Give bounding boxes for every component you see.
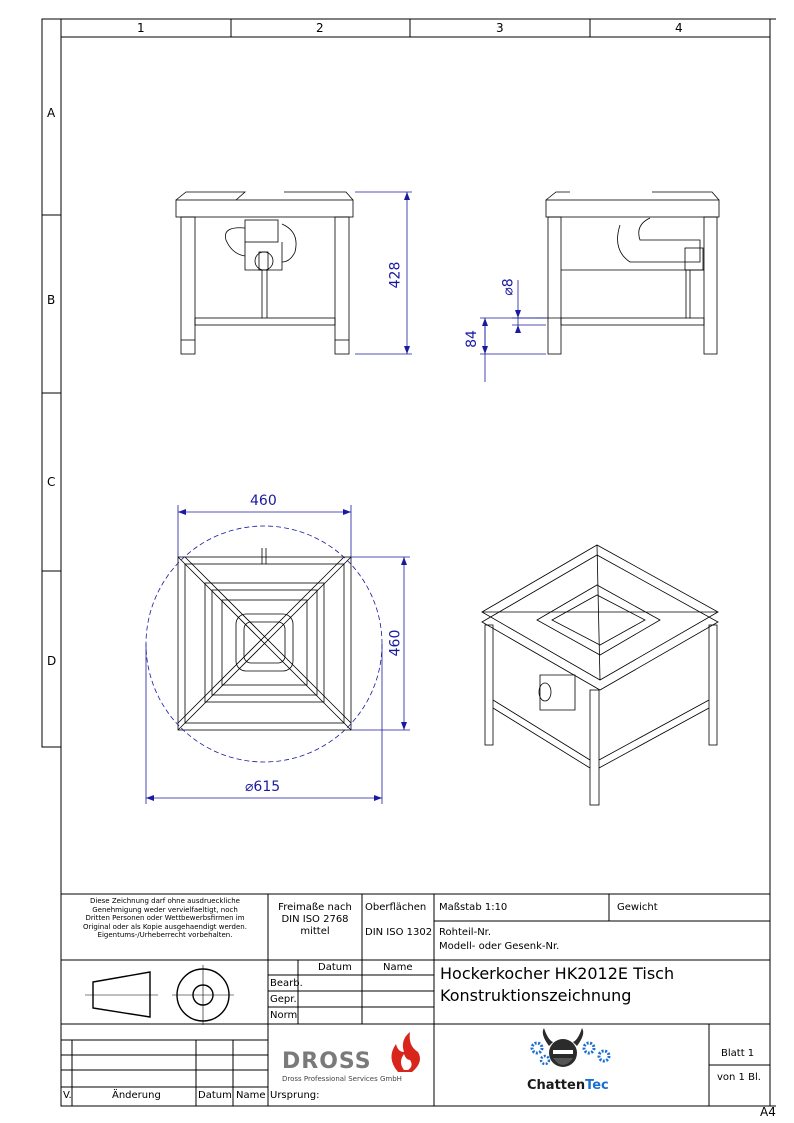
chattentec-logo: ChattenTec bbox=[527, 1078, 609, 1093]
drawing-title: Hockerkocher HK2012E Tisch bbox=[440, 964, 675, 983]
raw-part-field: Rohteil-Nr. bbox=[439, 927, 492, 938]
front-view bbox=[176, 192, 353, 354]
dimension-arrows bbox=[146, 192, 521, 801]
side-view bbox=[535, 192, 719, 354]
gepr-label: Gepr. bbox=[270, 994, 297, 1005]
name-header: Name bbox=[383, 962, 413, 973]
surfaces-value: DIN ISO 1302 bbox=[365, 927, 433, 938]
dim-width-top: 460 bbox=[250, 493, 277, 509]
revision-name-label: Name bbox=[236, 1090, 266, 1101]
model-field: Modell- oder Gesenk-Nr. bbox=[439, 941, 560, 952]
dim-diameter: ⌀615 bbox=[245, 779, 281, 795]
column-label-2: 2 bbox=[316, 21, 324, 35]
iso-view bbox=[482, 545, 718, 805]
bearb-label: Bearb. bbox=[270, 978, 303, 989]
row-strip bbox=[42, 19, 61, 747]
top-view bbox=[178, 548, 351, 730]
sheet-total: von 1 Bl. bbox=[717, 1072, 761, 1083]
row-label-b: B bbox=[47, 293, 56, 307]
dross-logo: DROSS bbox=[282, 1049, 372, 1074]
projection-symbol-icon bbox=[85, 965, 234, 1025]
scale-field: Maßstab 1:10 bbox=[439, 902, 508, 913]
copyright-notice: Diese Zeichnung darf ohne ausdrueckliche Genehmigung weder vervielfaeltigt, noch Dritten Personen oder Wettbewerbsfirmen im Original oder als Kopie ausgehaendigt werden. Eigentums-/Urheberrecht vorbehalten. bbox=[83, 897, 247, 939]
row-label-c: C bbox=[47, 475, 56, 489]
sheet-format: A4 bbox=[760, 1105, 776, 1119]
flame-icon bbox=[391, 1032, 420, 1072]
row-label-d: D bbox=[47, 654, 57, 668]
revision-date-label: Datum bbox=[198, 1090, 232, 1101]
dross-subtitle: Dross Professional Services GmbH bbox=[282, 1075, 402, 1083]
surfaces-label: Oberflächen bbox=[365, 902, 427, 913]
weight-field: Gewicht bbox=[617, 902, 658, 913]
dimension-lines bbox=[146, 192, 546, 804]
column-label-1: 1 bbox=[137, 21, 145, 35]
tolerance-note: Freimaße nach DIN ISO 2768 mittel bbox=[278, 902, 352, 937]
drawing-subtitle: Konstruktionszeichnung bbox=[440, 986, 632, 1005]
row-label-a: A bbox=[47, 106, 56, 120]
origin-label: Ursprung: bbox=[270, 1090, 320, 1101]
date-header: Datum bbox=[318, 962, 352, 973]
revision-v-label: V. bbox=[63, 1090, 72, 1101]
dim-foot-height: 84 bbox=[463, 330, 480, 348]
dim-height-total: 428 bbox=[387, 261, 404, 289]
sheet-number: Blatt 1 bbox=[721, 1048, 755, 1059]
dim-bolt-diameter: ⌀8 bbox=[500, 278, 517, 296]
norm-label: Norm bbox=[270, 1010, 298, 1021]
viking-logo-icon bbox=[532, 1028, 609, 1067]
column-label-4: 4 bbox=[675, 21, 683, 35]
revision-change-label: Änderung bbox=[112, 1090, 161, 1101]
drawing-frame bbox=[61, 19, 770, 1106]
dim-depth-top: 460 bbox=[387, 629, 404, 657]
column-label-3: 3 bbox=[496, 21, 504, 35]
